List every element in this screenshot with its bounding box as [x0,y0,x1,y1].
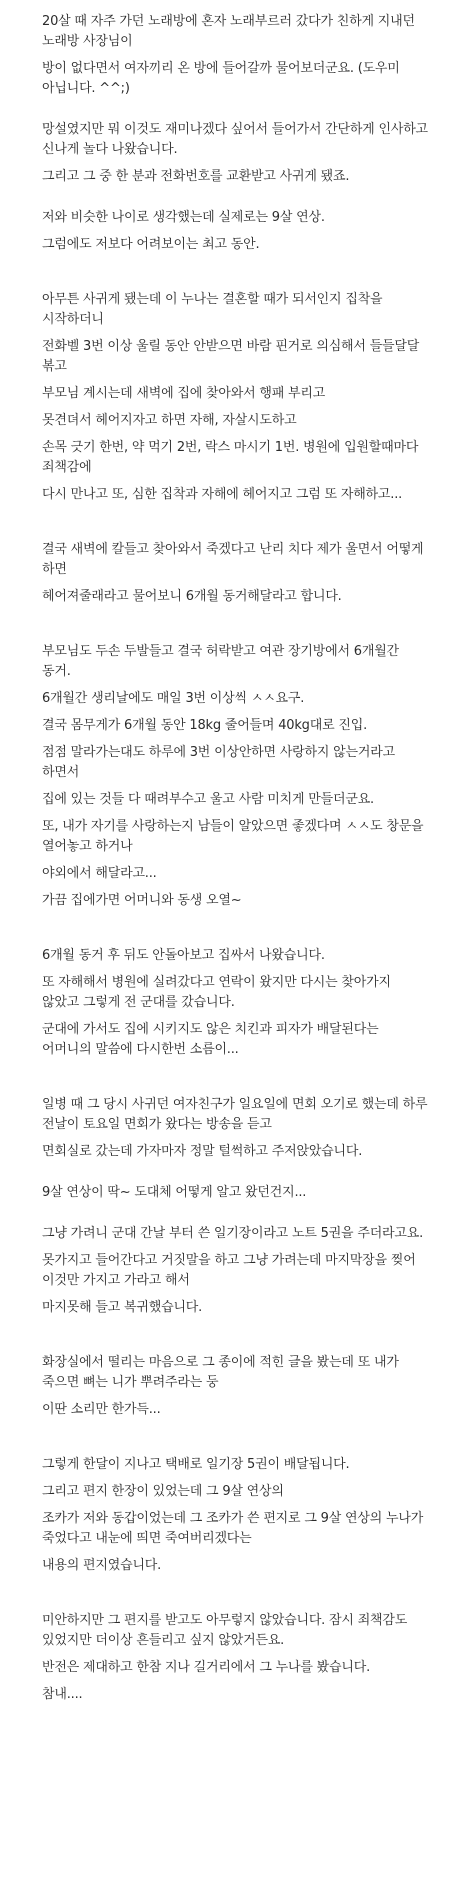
text-line: 내용의 편지였습니다. [42,1558,162,1573]
text-line: 결국 몸무게가 6개월 동안 18kg 줄어들며 40kg대로 진입. [42,718,368,733]
text-line: 그리고 그 중 한 분과 전화번호를 교환받고 사귀게 됐죠. [42,169,350,184]
text-line: 6개월 동거 후 뒤도 안돌아보고 집싸서 나왔습니다. [42,948,325,963]
text-line: 화장실에서 떨리는 마음으로 그 종이에 적힌 글을 봤는데 또 내가 죽으면 뼈는 니가 뿌려주라는 둥 [42,1355,399,1390]
paragraph-spacer [42,1583,430,1611]
text-line: 그럼에도 저보다 어려보이는 최고 동안. [42,237,260,252]
paragraph-spacer [42,194,430,208]
paragraph-spacer [42,614,430,642]
text-line: 9살 연상이 딱~ 도대체 어떻게 알고 왔던건지... [42,1185,307,1200]
paragraph-spacer [42,918,430,946]
text-line: 미안하지만 그 편지를 받고도 아무렇지 않았습니다. 잠시 죄책감도 있었지만 더이상 흔들리고 싶지 않았거든요. [42,1613,408,1648]
text-line: 그리고 편지 한장이 있었는데 그 9살 연상의 [42,1484,284,1499]
paragraph-spacer [42,1210,430,1224]
text-line: 망설였지만 뭐 이것도 재미나겠다 싶어서 들어가서 간단하게 인사하고 신나게 놀다 나왔습니다. [42,122,428,157]
text-line: 6개월간 생리날에도 매일 3번 이상씩 ㅅㅅ요구. [42,691,305,706]
text-line: 면회실로 갔는데 가자마자 정말 털썩하고 주저앉았습니다. [42,1144,363,1159]
paragraph-spacer [42,1325,430,1353]
text-line: 그렇게 한달이 지나고 택배로 일기장 5권이 배달됩니다. [42,1457,350,1472]
paragraph-spacer [42,1712,430,1726]
text-line: 다시 만나고 또, 심한 집착과 자해에 헤어지고 그럼 또 자해하고... [42,487,403,502]
text-line: 방이 없다면서 여자끼리 온 방에 들어갈까 물어보더군요. (도우미 아닙니다. ^^;) [42,61,400,96]
text-line: 저와 비슷한 나이로 생각했는데 실제로는 9살 연상. [42,210,325,225]
text-line: 손목 긋기 한번, 약 먹기 2번, 락스 마시기 1번. 병원에 입원할때마다 죄책감에 [42,440,419,475]
text-line: 20살 때 자주 가던 노래방에 혼자 노래부르러 갔다가 친하게 지내던 노래방 사장님이 [42,14,415,49]
text-line: 아무튼 사귀게 됐는데 이 누나는 결혼할 때가 되서인지 집착을 시작하더니 [42,292,383,327]
text-line: 또 자해해서 병원에 실려갔다고 연락이 왔지만 다시는 찾아가지 않았고 그렇게 전 군대를 갔습니다. [42,975,391,1010]
text-line: 또, 내가 자기를 사랑하는지 남들이 알았으면 좋겠다며 ㅅㅅ도 창문을 열어놓고 하거나 [42,819,424,854]
text-line: 반전은 제대하고 한참 지나 길거리에서 그 누나를 봤습니다. [42,1660,371,1675]
text-line: 그냥 가려니 군대 간날 부터 쓴 일기장이라고 노트 5권을 주더라고요. [42,1226,424,1241]
paragraph-spacer [42,106,430,120]
text-line: 결국 새벽에 칼들고 찾아와서 죽겠다고 난리 치다 제가 울면서 어떻게 하면 [42,542,424,577]
text-line: 조카가 저와 동갑이었는데 그 조카가 쓴 편지로 그 9살 연상의 누나가 죽었다고 내눈에 띄면 죽여버리겠다는 [42,1511,424,1546]
text-line: 헤어져줄래라고 물어보니 6개월 동거해달라고 합니다. [42,589,342,604]
text-line: 점점 말라가는대도 하루에 3번 이상안하면 사랑하지 않는거라고 하면서 [42,745,395,780]
text-line: 전화벨 3번 이상 울릴 동안 안받으면 바람 핀거로 의심해서 들들달달 볶고 [42,339,420,374]
text-line: 못견뎌서 헤어지자고 하면 자해, 자살시도하고 [42,413,297,428]
text-line: 가끔 집에가면 어머니와 동생 오열~ [42,893,242,908]
paragraph-spacer [42,1067,430,1095]
paragraph-spacer [42,1427,430,1455]
text-line: 일병 때 그 당시 사귀던 여자친구가 일요일에 면회 오기로 했는데 하루 전날이 토요일 면회가 왔다는 방송을 듣고 [42,1097,428,1132]
text-line: 야외에서 해달라고... [42,866,157,881]
paragraph-spacer [42,1169,430,1183]
text-line: 집에 있는 것들 다 때려부수고 울고 사람 미치게 만들더군요. [42,792,374,807]
paragraph-spacer [42,262,430,290]
text-line: 부모님도 두손 두발들고 결국 허락받고 여관 장기방에서 6개월간 동거. [42,644,399,679]
text-line: 참내.... [42,1687,83,1702]
text-line: 부모님 계시는데 새벽에 집에 찾아와서 행패 부리고 [42,386,326,401]
text-line: 마지못해 들고 복귀했습니다. [42,1300,203,1315]
paragraph-spacer [42,512,430,540]
text-line: 군대에 가서도 집에 시키지도 않은 치킨과 피자가 배달된다는 어머니의 말씀에 다시한번 소름이... [42,1022,379,1057]
text-line: 이딴 소리만 한가득... [42,1402,161,1417]
text-line: 못가지고 들어간다고 거짓말을 하고 그냥 가려는데 마지막장을 찢어 이것만 가지고 가라고 해서 [42,1253,416,1288]
